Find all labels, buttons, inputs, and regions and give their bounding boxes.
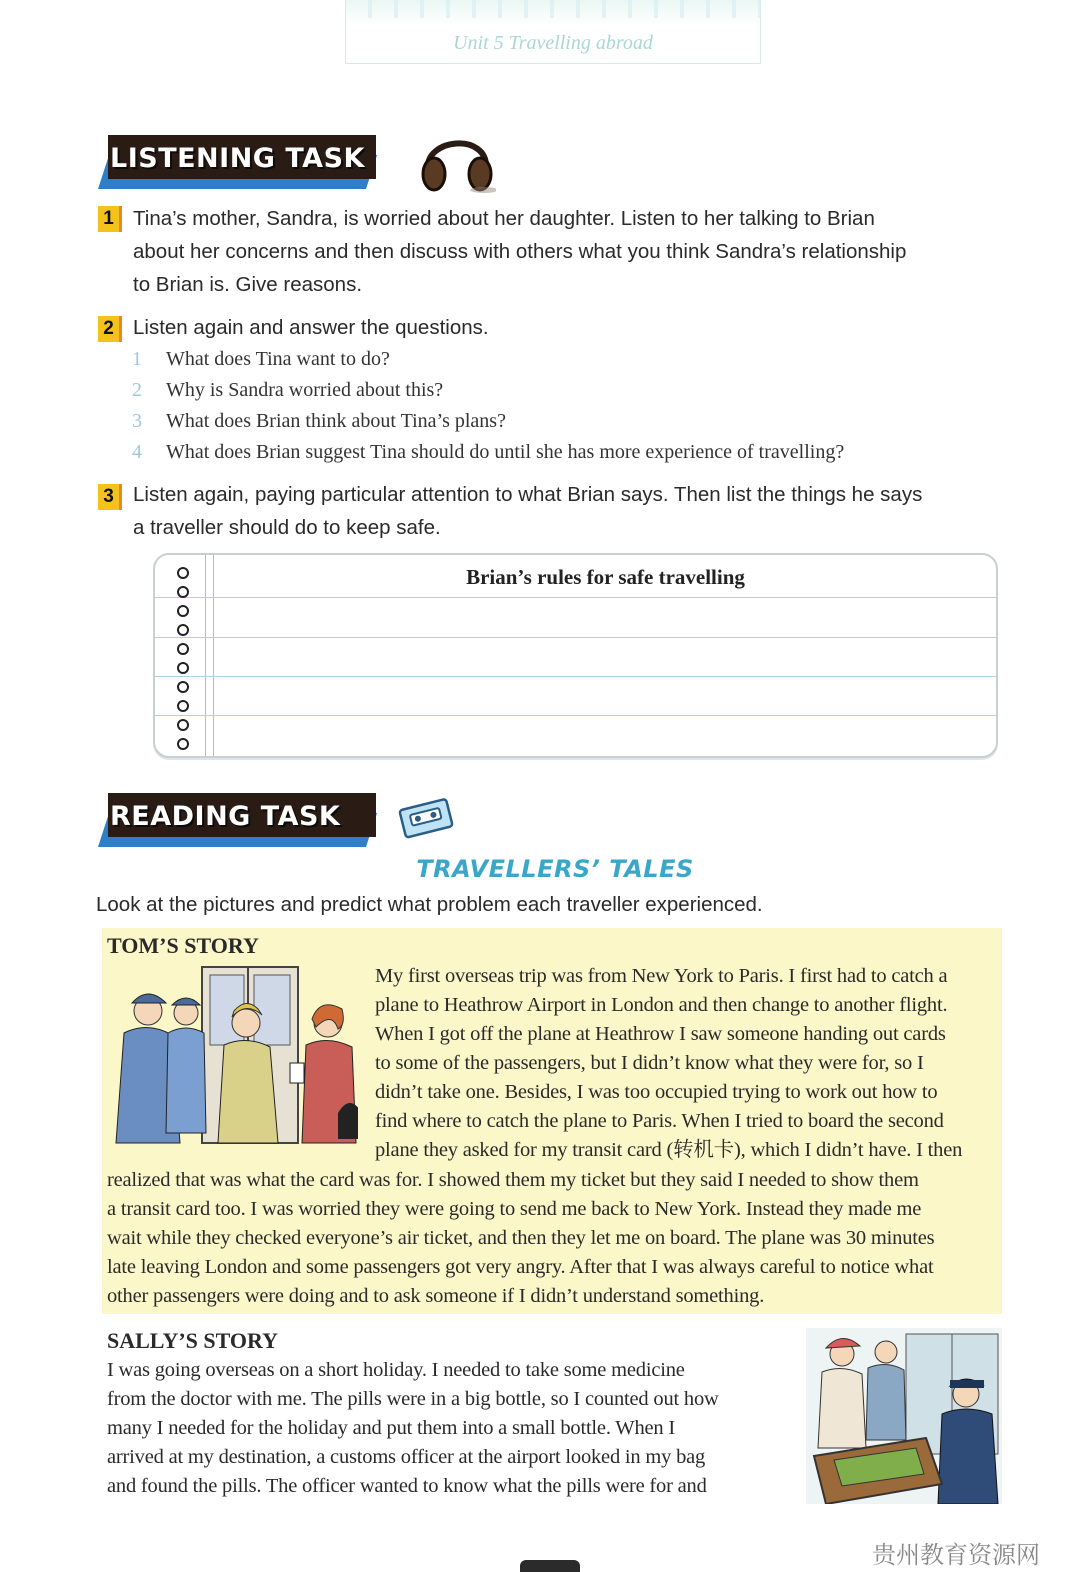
toms-story-line-2: plane to Heathrow Airport in London and then change to another flight. [375,994,948,1016]
toms-story-line-12: other passengers were doing and to ask someone if I didn’t understand something. [107,1285,765,1307]
toms-story-line-5: didn’t take one. Besides, I was too occupied trying to work out how to [375,1081,938,1103]
toms-story-line-10: wait while they checked everyone’s air ticket, and then they let me on board. The plane was 30 minutes [107,1227,935,1249]
toms-story-line-3: When I got off the plane at Heathrow I saw someone handing out cards [375,1023,946,1045]
listening-task-label: LISTENING TASK [110,143,365,174]
notebook-title: Brian’s rules for safe travelling [466,565,745,589]
toms-story-line-4: to some of the passengers, but I didn’t know what they were for, so I [375,1052,924,1074]
question-2-sub-1: 1 What does Tina want to do? [132,348,390,370]
question-2-text: Listen again and answer the questions. [133,316,489,339]
question-2-sub-2: 2 Why is Sandra worried about this? [132,379,444,401]
question-2-sub-3: 3 What does Brian think about Tina’s plans? [132,410,506,432]
sallys-story-line-4: arrived at my destination, a customs officer at the airport looked in my bag [107,1446,706,1468]
toms-story-line-1: My first overseas trip was from New York to Paris. I first had to catch a [375,965,948,987]
toms-story-line-11: late leaving London and some passengers got very angry. After that I was always careful to notice what [107,1256,934,1278]
page-number-tab [520,1560,580,1572]
toms-story-line-7: plane they asked for my transit card (转机卡), which I didn’t have. I then [375,1139,963,1161]
reading-task-label: READING TASK [110,801,341,832]
question-3-text: Listen again, paying particular attention to what Brian says. Then list the things he says a traveller should do to keep safe. [133,483,923,539]
reading-task-banner [98,793,378,847]
sallys-story-line-1: I was going overseas on a short holiday. I needed to take some medicine [107,1359,685,1381]
question-number-2: 2 [98,316,122,342]
toms-story-line-6: find where to catch the plane to Paris. When I tried to board the second [375,1110,944,1132]
sallys-story-heading: SALLY’S STORY [107,1328,279,1353]
listening-task-banner [98,135,378,189]
sallys-story-line-3: many I needed for the holiday and put them into a small bottle. When I [107,1417,676,1439]
sallys-story-line-2: from the doctor with me. The pills were in a big bottle, so I counted out how [107,1388,719,1410]
sallys-story-illustration [806,1328,1002,1504]
reading-intro: Look at the pictures and predict what problem each traveller experienced. [96,893,763,916]
question-2-sub-4: 4 What does Brian suggest Tina should do until she has more experience of travelling? [132,441,845,463]
rules-notebook [153,553,998,758]
toms-story-heading: TOM’S STORY [107,933,259,958]
unit-title: Unit 5 Travelling abroad [453,32,653,54]
cassette-icon [398,796,456,840]
toms-story-illustration [106,963,358,1147]
reading-title: TRAVELLERS’ TALES [416,855,694,883]
toms-story-line-8: realized that was what the card was for. I showed them my ticket but they said I needed to show them [107,1169,919,1191]
sallys-story-line-5: and found the pills. The officer wanted to know what the pills were for and [107,1475,707,1497]
footer-watermark: 贵州教育资源网 [872,1541,1040,1569]
question-number-3: 3 [98,484,122,510]
toms-story-line-9: a transit card too. I was worried they were going to send me back to New York. Instead they made me [107,1198,922,1220]
question-number-1: 1 [98,206,122,232]
question-1-text: Tina’s mother, Sandra, is worried about her daughter. Listen to her talking to Brian about her concerns and then discuss with others what you think Sandra’s relationship to Brian is. Give reasons. [133,207,907,296]
headphones-icon [418,128,496,194]
unit-header-tab [345,0,761,64]
